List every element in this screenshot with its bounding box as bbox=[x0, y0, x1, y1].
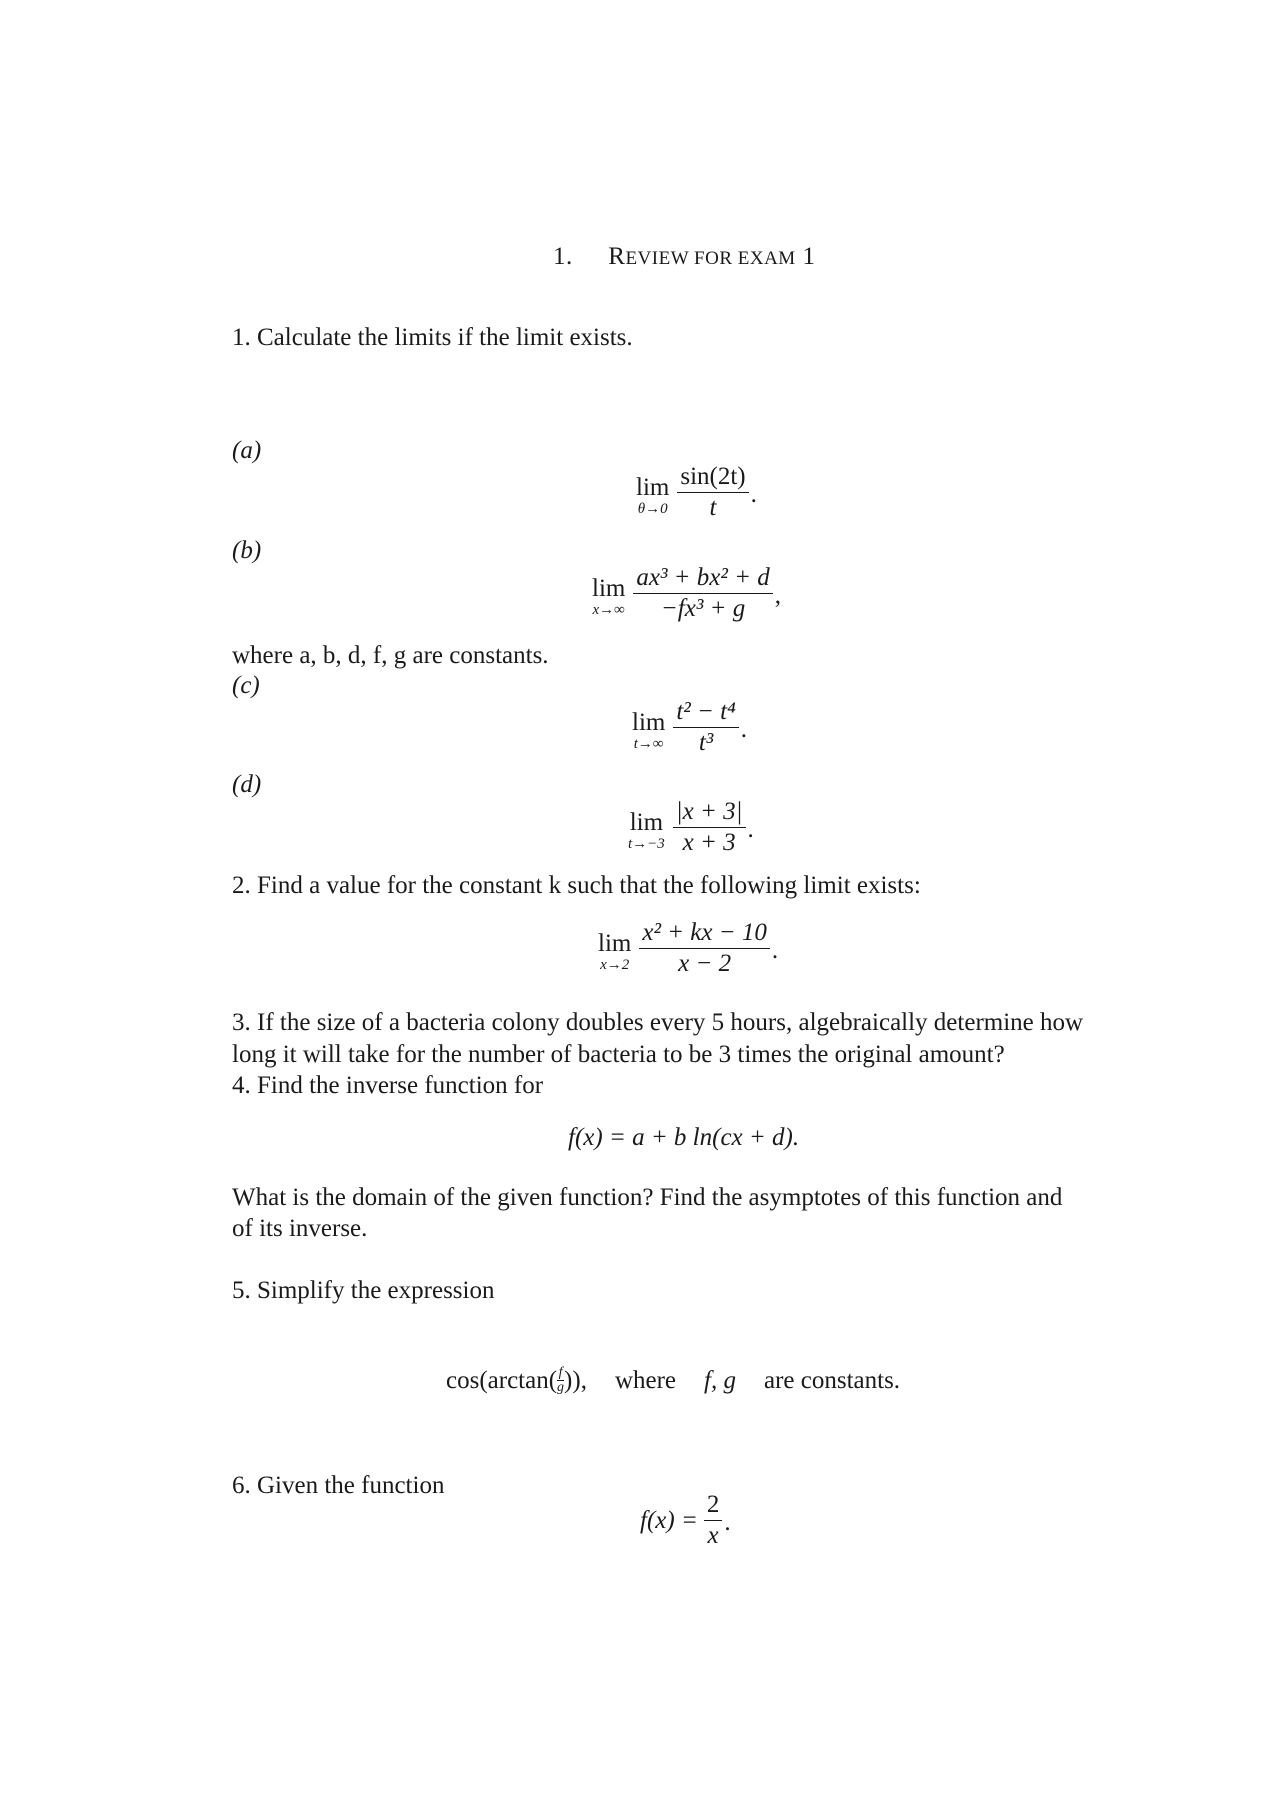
fraction bbox=[633, 563, 772, 624]
small-fraction bbox=[557, 1366, 564, 1395]
q1-b-limit bbox=[592, 563, 781, 624]
numerator: sin(2t) bbox=[680, 463, 746, 490]
heading-title-rest: EVIEW FOR EXAM bbox=[625, 248, 796, 269]
q4-follow-line1: What is the domain of the given function? Find the asymptotes of this function and bbox=[232, 1184, 1063, 1211]
lim-subscript: θ→0 bbox=[637, 500, 668, 517]
limit-operator bbox=[592, 570, 625, 618]
limit-operator bbox=[632, 704, 665, 752]
q1-a-limit bbox=[636, 462, 757, 523]
denominator: t³ bbox=[698, 729, 714, 757]
section-heading bbox=[553, 243, 815, 271]
punctuation: , bbox=[774, 581, 782, 609]
q2-limit bbox=[598, 918, 778, 979]
lim-word: lim bbox=[592, 574, 626, 602]
heading-title-initial: R bbox=[608, 243, 626, 270]
q1-b-where: where a, b, d, f, g are constants. bbox=[232, 642, 549, 669]
heading-number: 1. bbox=[553, 243, 573, 270]
fraction bbox=[639, 918, 770, 979]
limit-operator bbox=[598, 925, 631, 973]
numerator: x² + kx − 10 bbox=[642, 919, 767, 946]
punctuation: . bbox=[724, 1508, 731, 1536]
fraction bbox=[677, 462, 748, 523]
q3-line1: 3. If the size of a bacteria colony doubles every 5 hours, algebraically determine how bbox=[232, 1009, 1084, 1036]
denominator: x + 3 bbox=[682, 829, 736, 857]
q5-prompt: 5. Simplify the expression bbox=[232, 1277, 495, 1304]
q2-prompt: 2. Find a value for the constant k such that the following limit exists: bbox=[232, 872, 921, 899]
limit-operator bbox=[636, 469, 669, 517]
q1-c-label: (c) bbox=[232, 672, 260, 699]
small-denominator: g bbox=[557, 1380, 565, 1395]
q4-equation: f(x) = a + b ln(cx + d). bbox=[568, 1124, 800, 1151]
q1-b-label: (b) bbox=[232, 537, 262, 564]
numerator: |x + 3| bbox=[675, 798, 743, 825]
fraction bbox=[704, 1490, 723, 1551]
q1-a-label: (a) bbox=[232, 437, 262, 464]
lim-word: lim bbox=[632, 708, 666, 736]
denominator: t bbox=[709, 494, 717, 522]
punctuation: . bbox=[747, 815, 754, 843]
lim-subscript: x→∞ bbox=[592, 601, 625, 618]
where-word: where bbox=[614, 1366, 677, 1394]
denominator: x − 2 bbox=[678, 950, 732, 978]
numerator: t² − t⁴ bbox=[676, 698, 736, 725]
q4-follow-line2: of its inverse. bbox=[232, 1215, 368, 1242]
q1-d-limit bbox=[628, 797, 754, 858]
q1-d-label: (d) bbox=[232, 771, 262, 798]
denominator: x bbox=[707, 1522, 719, 1550]
limit-operator bbox=[628, 804, 665, 852]
q1-c-limit bbox=[632, 697, 747, 758]
punctuation: . bbox=[750, 480, 757, 508]
q6-function bbox=[640, 1490, 731, 1551]
expression-suffix: )), bbox=[564, 1366, 587, 1394]
numerator: 2 bbox=[706, 1491, 720, 1518]
heading-title-number: 1 bbox=[802, 243, 816, 270]
small-numerator: f bbox=[558, 1365, 563, 1380]
denominator: −fx³ + g bbox=[660, 595, 746, 623]
numerator: ax³ + bx² + d bbox=[636, 564, 770, 591]
lim-word: lim bbox=[598, 929, 632, 957]
expression-tail: are constants. bbox=[763, 1366, 901, 1394]
lim-subscript: t→−3 bbox=[628, 835, 665, 852]
expression-prefix: cos(arctan( bbox=[446, 1366, 558, 1394]
fraction bbox=[673, 797, 746, 858]
lim-subscript: t→∞ bbox=[633, 735, 664, 752]
constant-vars: f, g bbox=[704, 1366, 736, 1394]
q5-expression bbox=[446, 1366, 900, 1395]
fraction bbox=[673, 697, 738, 758]
q1-prompt: 1. Calculate the limits if the limit exists. bbox=[232, 324, 633, 351]
lim-subscript: x→2 bbox=[600, 956, 630, 973]
lim-word: lim bbox=[629, 808, 664, 836]
q6-prompt: 6. Given the function bbox=[232, 1472, 445, 1499]
lim-word: lim bbox=[636, 473, 670, 501]
q4-prompt: 4. Find the inverse function for bbox=[232, 1072, 544, 1099]
punctuation: . bbox=[740, 715, 748, 743]
punctuation: . bbox=[771, 936, 779, 964]
function-lhs: f(x) = bbox=[640, 1506, 698, 1534]
q3-line2: long it will take for the number of bacteria to be 3 times the original amount? bbox=[232, 1041, 1005, 1068]
